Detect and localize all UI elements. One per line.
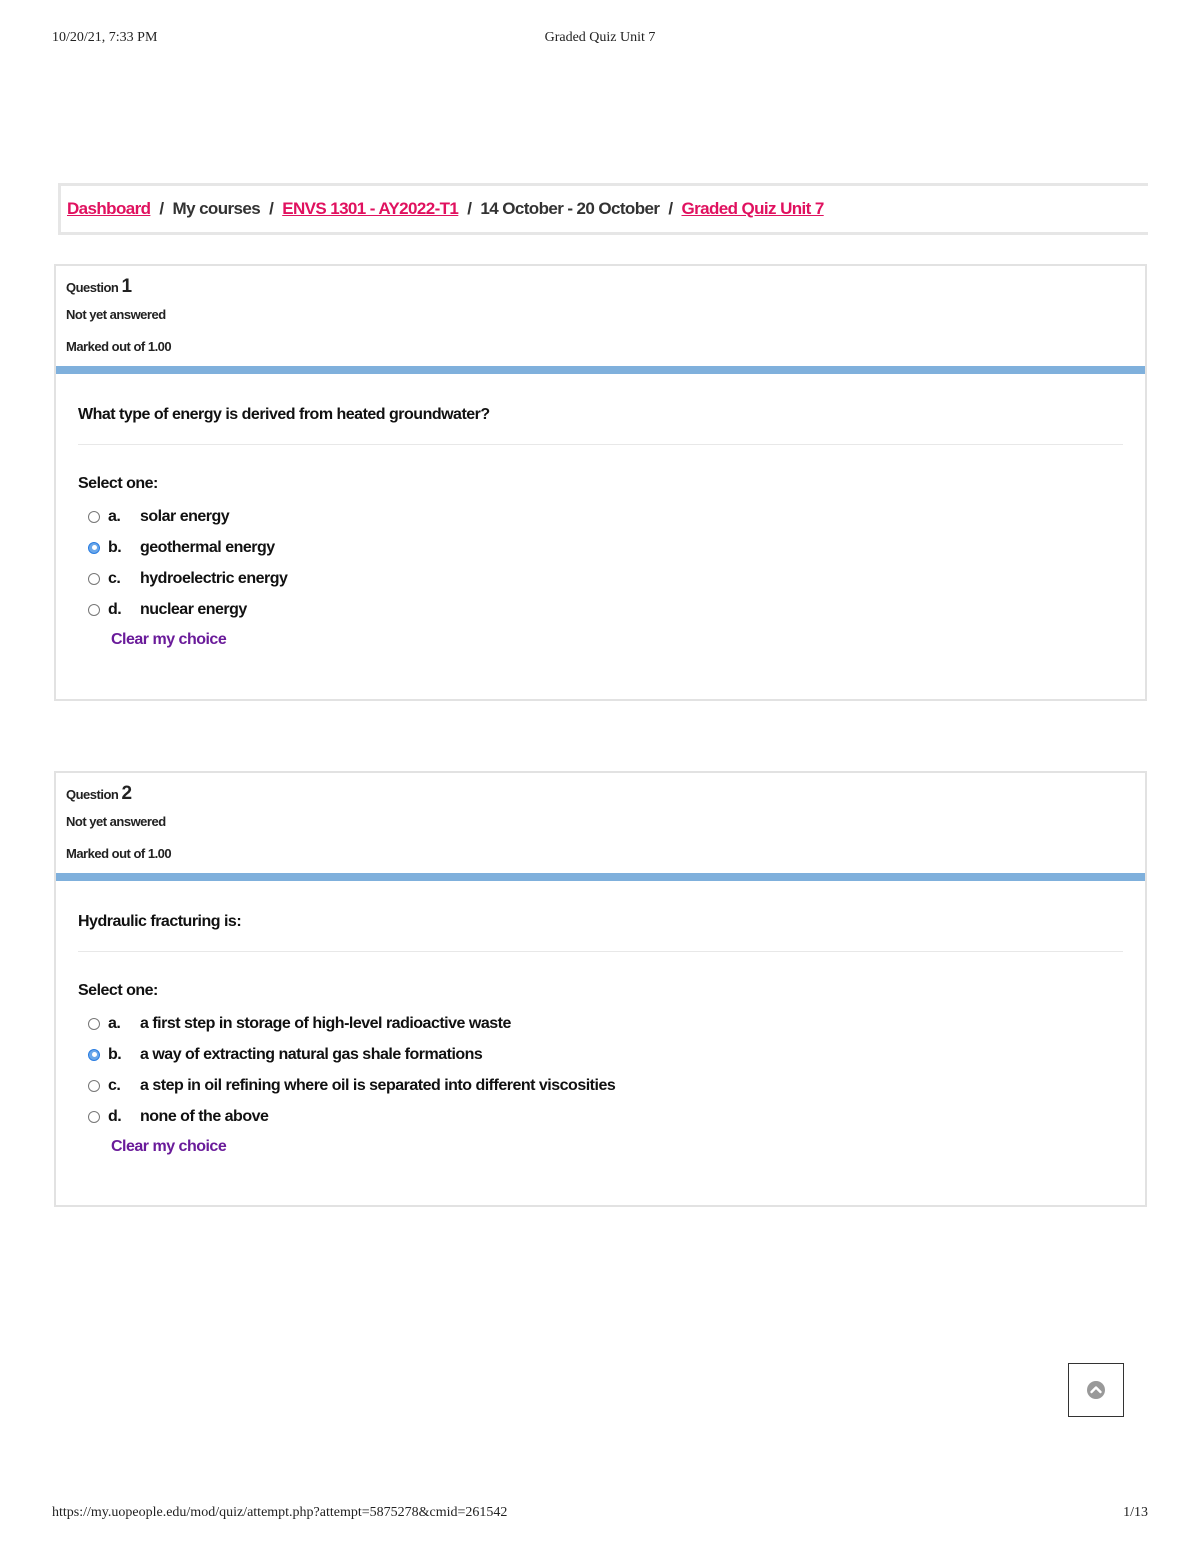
breadcrumb-separator: / [467, 199, 472, 218]
radio-button[interactable] [88, 604, 100, 616]
question-1 [54, 264, 1147, 701]
question-number-line [66, 783, 132, 805]
answer-option-c[interactable] [78, 1070, 1123, 1101]
radio-button[interactable] [88, 1080, 100, 1092]
question-body [56, 374, 1145, 649]
question-divider [56, 366, 1145, 374]
answer-letter: b. [108, 1045, 122, 1063]
breadcrumb-dashboard[interactable]: Dashboard [67, 199, 151, 218]
answer-text: solar energy [140, 507, 230, 525]
answer-list [78, 501, 1123, 625]
radio-button[interactable] [88, 573, 100, 585]
arrow-up-circle-icon [1086, 1380, 1106, 1400]
question-2 [54, 771, 1147, 1207]
answer-letter: a. [108, 507, 121, 525]
breadcrumb-my-courses: My courses [172, 199, 261, 218]
breadcrumb-quiz[interactable]: Graded Quiz Unit 7 [681, 199, 824, 218]
question-info [56, 773, 1145, 873]
breadcrumb-separator: / [668, 199, 673, 218]
answer-text: none of the above [140, 1107, 269, 1125]
print-datetime: 10/20/21, 7:33 PM [52, 30, 158, 45]
radio-button[interactable] [88, 1018, 100, 1030]
question-number-line [66, 276, 132, 298]
question-state: Not yet answered [66, 814, 166, 829]
question-text: Hydraulic fracturing is: [78, 881, 1123, 952]
radio-button[interactable] [88, 511, 100, 523]
answer-option-a[interactable] [78, 501, 1123, 532]
answer-text: a way of extracting natural gas shale formations [140, 1045, 483, 1063]
print-url: https://my.uopeople.edu/mod/quiz/attempt.php?attempt=5875278&cmid=261542 [52, 1505, 508, 1520]
answer-letter: c. [108, 1076, 121, 1094]
question-mark: Marked out of 1.00 [66, 846, 172, 861]
question-label: Question [66, 280, 119, 295]
answer-letter: a. [108, 1014, 121, 1032]
select-prompt: Select one: [78, 982, 158, 999]
question-number: 1 [121, 276, 132, 297]
answer-letter: d. [108, 1107, 122, 1125]
answer-letter: d. [108, 600, 122, 618]
breadcrumb [58, 183, 1148, 235]
answer-letter: b. [108, 538, 122, 556]
answer-option-d[interactable] [78, 1101, 1123, 1132]
question-mark: Marked out of 1.00 [66, 339, 172, 354]
question-number: 2 [121, 783, 132, 804]
print-page-number: 1/13 [1123, 1505, 1148, 1520]
question-info [56, 266, 1145, 366]
radio-button-checked[interactable] [88, 1049, 100, 1061]
breadcrumb-separator: / [269, 199, 274, 218]
answer-option-c[interactable] [78, 563, 1123, 594]
answer-text: a step in oil refining where oil is separated into different viscosities [140, 1076, 616, 1094]
print-title: Graded Quiz Unit 7 [544, 30, 656, 45]
answer-text: a first step in storage of high-level radioactive waste [140, 1014, 511, 1032]
clear-choice-link[interactable]: Clear my choice [111, 1138, 227, 1155]
breadcrumb-separator: / [159, 199, 164, 218]
question-state: Not yet answered [66, 307, 166, 322]
question-body [56, 881, 1145, 1156]
answer-letter: c. [108, 569, 121, 587]
answer-list [78, 1008, 1123, 1132]
radio-button-checked[interactable] [88, 542, 100, 554]
answer-text: nuclear energy [140, 600, 247, 618]
answer-option-b[interactable] [78, 532, 1123, 563]
back-to-top-button[interactable] [1068, 1363, 1124, 1417]
answer-text: geothermal energy [140, 538, 275, 556]
select-prompt: Select one: [78, 475, 158, 492]
answer-option-b[interactable] [78, 1039, 1123, 1070]
question-text: What type of energy is derived from heated groundwater? [78, 374, 1123, 445]
question-divider [56, 873, 1145, 881]
radio-button[interactable] [88, 1111, 100, 1123]
breadcrumb-week: 14 October - 20 October [480, 199, 660, 218]
answer-option-d[interactable] [78, 594, 1123, 625]
clear-choice-link[interactable]: Clear my choice [111, 631, 227, 648]
question-label: Question [66, 787, 119, 802]
answer-text: hydroelectric energy [140, 569, 288, 587]
breadcrumb-course[interactable]: ENVS 1301 - AY2022-T1 [282, 199, 459, 218]
answer-option-a[interactable] [78, 1008, 1123, 1039]
